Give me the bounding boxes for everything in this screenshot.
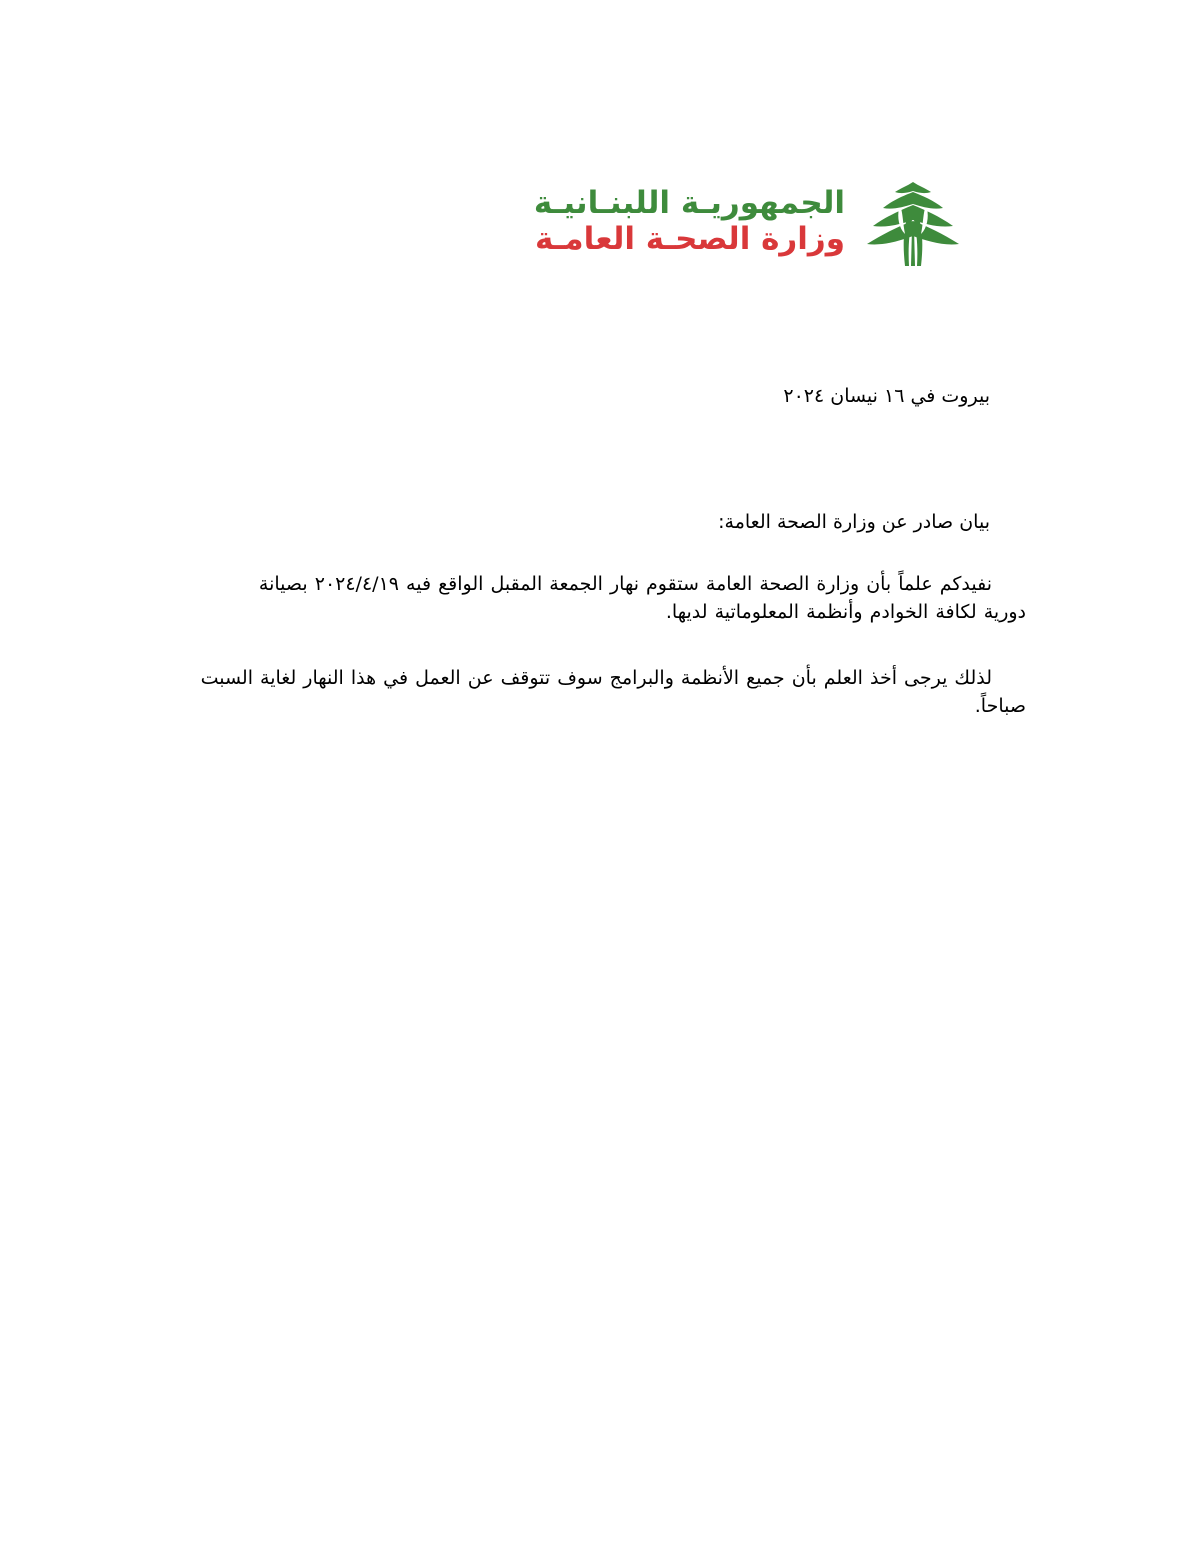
letterhead-text (533, 185, 845, 257)
paragraph-maintenance-notice: نفيدكم علماً بأن وزارة الصحة العامة ستقوم نهار الجمعة المقبل الواقع فيه ٢٠٢٤/٤/١٩ بصيانة دورية لكافة الخوادم وأنظمة المعلوماتية لديها. (258, 573, 1026, 623)
cedar-tree-icon (863, 178, 963, 270)
document-date: بيروت في ١٦ نيسان ٢٠٢٤ (783, 385, 990, 407)
ministry-name: وزارة الصحـة العامـة (534, 220, 845, 257)
letterhead (533, 168, 965, 288)
document-subject: بيان صادر عن وزارة الصحة العامة: (718, 511, 990, 533)
republic-name: الجمهوريـة اللبنـانيـة (533, 185, 845, 221)
paragraph-service-interruption: لذلك يرجى أخذ العلم بأن جميع الأنظمة والبرامج سوف تتوقف عن العمل في هذا النهار لغاية السبت صباحاً. (200, 667, 1026, 717)
